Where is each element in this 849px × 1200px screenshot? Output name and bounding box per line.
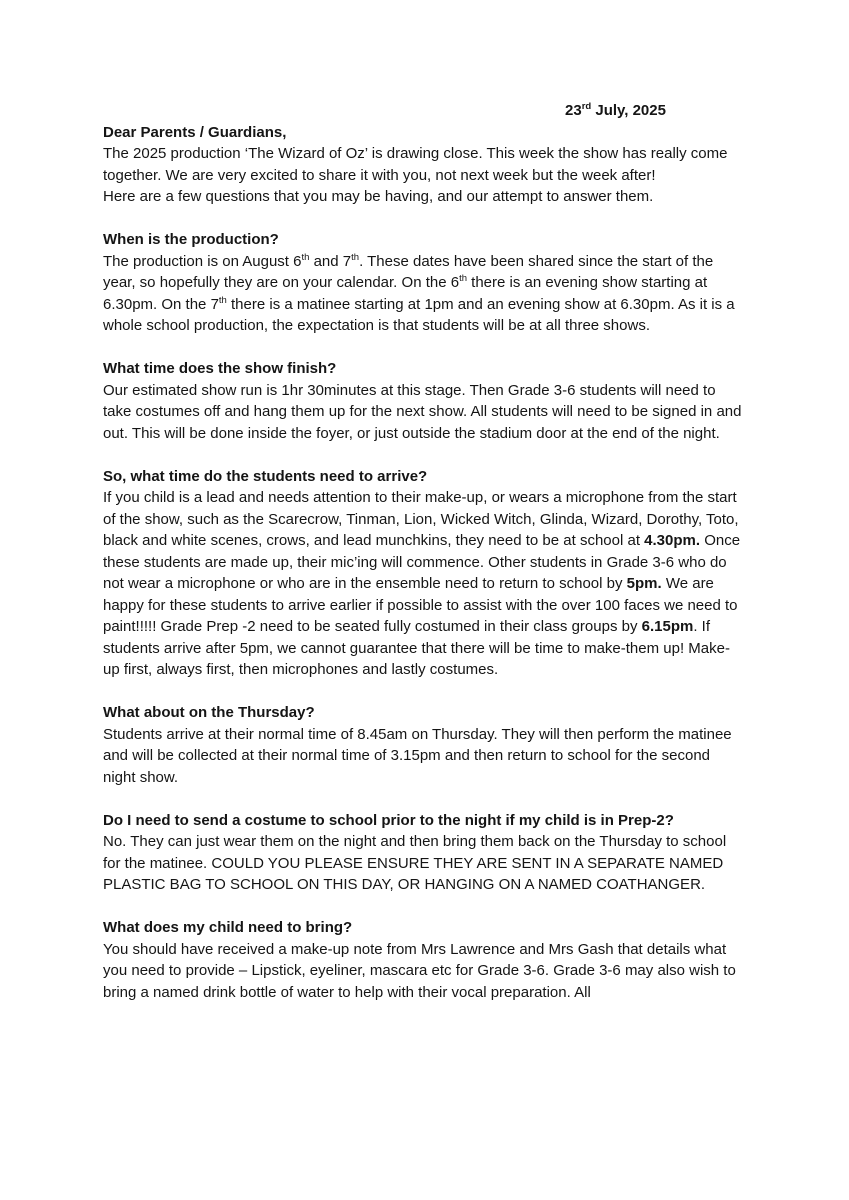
section-what-to-bring [103,917,746,1003]
section-heading-show-finish-time: What time does the show finish? [103,360,337,377]
salutation: Dear Parents / Guardians, [103,123,287,141]
section-heading-when-is-the-production: When is the production? [103,231,279,248]
section-show-finish-time [103,358,746,444]
section-thursday [103,702,746,788]
section-heading-costume-prep-2: Do I need to send a costume to school prior to the night if my child is in Prep-2? [103,811,674,829]
section-body-what-to-bring: You should have received a make-up note from Mrs Lawrence and Mrs Gash that details what you need to provide – Lipstick, eyeliner, mascara etc for Grade 3-6. Grade 3-6 may also wish to bring a named drink bottle of water to help with their vocal preparation. All [103,940,736,1001]
section-heading-student-arrival-time: So, what time do the students need to arrive? [103,467,428,485]
intro-paragraph-2: Here are a few questions that you may be having, and our attempt to answer them. [103,188,654,205]
section-body-student-arrival-time: If you child is a lead and needs attention to their make-up, or wears a microphone from the start of the show, such as the Scarecrow, Tinman, Lion, Wicked Witch, Glinda, Wizard, Dorothy, Toto, black and white scenes, crows, and lead munchkins, they need to be at school at 4.30pm. Once these students are made up, their mic’ing will commence. Other students in Grade 3-6 who do not wear a microphone or who are in the ensemble need to return to school by 5pm. We are happy for these students to arrive earlier if possible to assist with the over 100 faces we need to paint!!!!! Grade Prep -2 need to be seated fully costumed in their class groups by 6.15pm. If students arrive after 5pm, we cannot guarantee that there will be time to make-them up! Make-up first, always first, then microphones and lastly costumes. [103,489,741,678]
section-body-thursday: Students arrive at their normal time of 8.45am on Thursday. They will then perform the matinee and will be collected at their normal time of 3.15pm and then return to school for the second night show. [103,725,732,786]
section-body-show-finish-time: Our estimated show run is 1hr 30minutes at this stage. Then Grade 3-6 students will need to take costumes off and hang them up for the next show. All students will need to be signed in and out. This will be done inside the foyer, or just outside the stadium door at the end of the night. [103,381,742,442]
section-when-is-the-production [103,229,746,337]
section-costume-prep-2 [103,810,746,896]
section-heading-thursday: What about on the Thursday? [103,704,315,721]
intro-paragraph-1: The 2025 production ‘The Wizard of Oz’ is drawing close. This week the show has really come together. We are very excited to share it with you, not next week but the week after! [103,145,728,184]
section-body-costume-prep-2: No. They can just wear them on the night and then bring them back on the Thursday to school for the matinee. COULD YOU PLEASE ENSURE THEY ARE SENT IN A SEPARATE NAMED PLASTIC BAG TO SCHOOL ON THIS DAY, OR HANGING ON A NAMED COATHANGER. [103,833,727,893]
section-heading-what-to-bring: What does my child need to bring? [103,919,353,936]
section-student-arrival-time [103,466,746,681]
section-body-when-is-the-production: The production is on August 6th and 7th. These dates have been shared since the start of the year, so hopefully they are on your calendar. On the 6th there is an evening show starting at 6.30pm. On the 7th there is a matinee starting at 1pm and an evening show at 6.30pm. As it is a whole school production, the expectation is that students will be at all three shows. [103,251,735,334]
letter-date: 23rd July, 2025 [565,101,666,119]
